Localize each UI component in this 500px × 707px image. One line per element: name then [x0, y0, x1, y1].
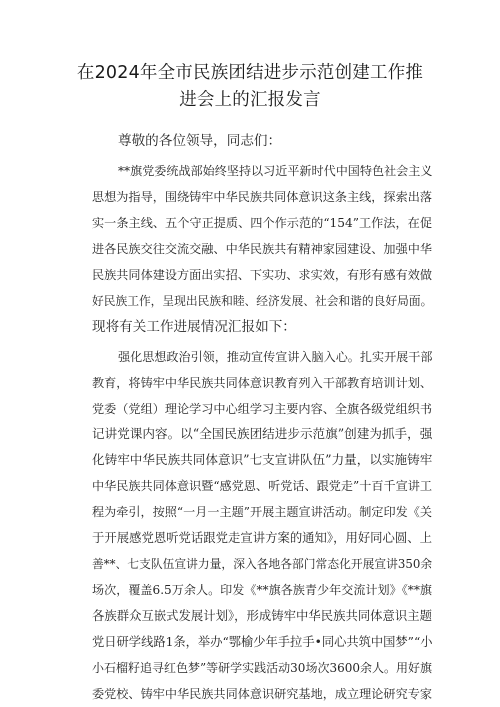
paragraph-2-line: 程为牵引，按照“一月一主题”开展主题宣讲活动。制定印发《关 — [92, 505, 432, 519]
greeting: 尊敬的各位领导，同志们： — [118, 133, 282, 149]
paragraph-1-line: 思想为指导，围绕铸牢中华民族共同体意识这条主线，探索出落 — [92, 190, 432, 204]
paragraph-2-line: 化铸牢中华民族共同体意识”七支宣讲队伍”力量，以实施铸牢 — [92, 452, 433, 467]
paragraph-2-line: 小石榴籽追寻红色梦”等研学实践活动30场次3600余人。用好旗 — [92, 661, 432, 675]
document-title-line-2: 进会上的汇报发言 — [179, 90, 321, 110]
paragraph-2-line: 各族群众互嵌式发展计划》，形成铸牢中华民族共同体意识主题 — [92, 609, 432, 623]
paragraph-2-line: 党日研学线路1条，举办“鄂榆少年手拉手•同心共筑中国梦”“小 — [92, 635, 433, 649]
paragraph-1-line: **旗党委统战部始终坚持以习近平新时代中国特色社会主义 — [118, 164, 433, 178]
paragraph-1-line: 现将有关工作进展情况汇报如下： — [92, 319, 296, 335]
paragraph-2-line: 教育，将铸牢中华民族共同体意识教育列入干部教育培训计划、 — [92, 376, 432, 390]
document-title-line-1: 在2024年全市民族团结进步示范创建工作推 — [76, 63, 424, 83]
paragraph-2-line: 中华民族共同体意识暨“感党恩、听党话、跟党走”十百千宣讲工 — [92, 479, 432, 493]
paragraph-2-line: 记讲党课内容。以“全国民族团结进步示范旗”创建为抓手，强 — [92, 426, 433, 441]
paragraph-1-line: 进各民族交往交流交融、中华民族共有精神家园建设、加强中华 — [92, 242, 432, 256]
paragraph-1-line: 民族共同体建设方面出实招、下实功、求实效，有形有感有效做 — [92, 268, 432, 282]
paragraph-2-line: 于开展感党恩听党话跟党走宣讲方案的通知》，用好同心圆、上 — [92, 531, 432, 545]
paragraph-2-line: 善**、七支队伍宣讲力量，深入各地各部门常态化开展宣讲350余 — [92, 557, 433, 571]
paragraph-1-line: 实一条主线、五个守正提质、四个作示范的“154”工作法，在促 — [92, 216, 432, 230]
paragraph-2-line: 委党校、铸牢中华民族共同体意识研究基地，成立理论研究专家 — [92, 687, 432, 701]
paragraph-2-line: 场次，覆盖6.5万余人。印发《**旗各族青少年交流计划》《**旗 — [92, 583, 432, 597]
paragraph-1-line: 好民族工作，呈现出民族和睦、经济发展、社会和谐的良好局面。 — [92, 294, 433, 308]
paragraph-2-line: 党委（党组）理论学习中心组学习主要内容、全旗各级党组织书 — [92, 402, 432, 416]
paragraph-2-line: 强化思想政治引领，推动宣传宣讲入脑入心。扎实开展干部 — [118, 350, 433, 364]
